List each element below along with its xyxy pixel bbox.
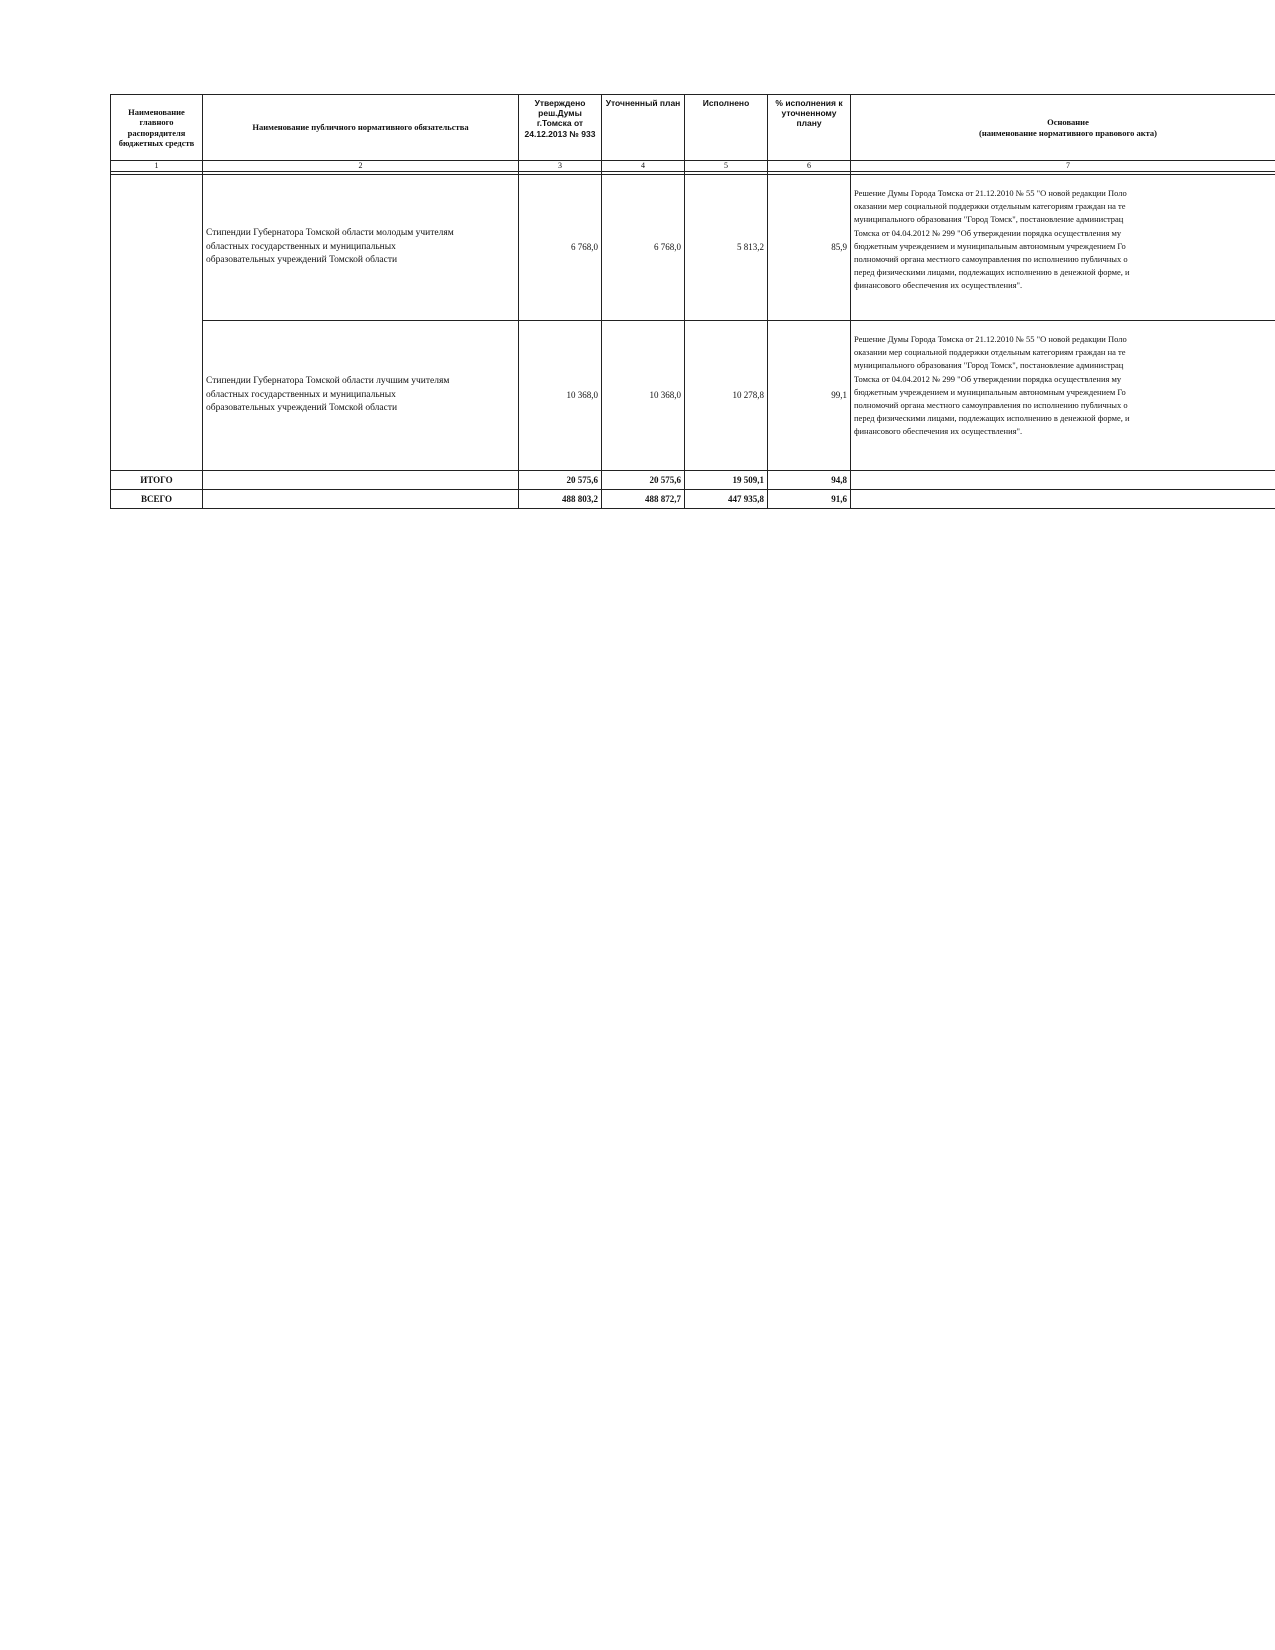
header-basis-title: Основание xyxy=(1047,117,1089,128)
header-refined-plan: Уточненный план xyxy=(602,95,685,161)
vsego-percent: 91,6 xyxy=(768,490,851,509)
table-row xyxy=(111,175,1275,321)
itogo-row xyxy=(111,471,1275,490)
column-number: 5 xyxy=(685,161,768,172)
header-approved: Утверждено реш.Думы г.Томска от 24.12.2013 № 933 xyxy=(519,95,602,161)
approved-value: 10 368,0 xyxy=(519,321,602,471)
executed-value: 5 813,2 xyxy=(685,175,768,321)
header-basis xyxy=(851,95,1275,161)
column-number: 6 xyxy=(768,161,851,172)
itogo-label: ИТОГО xyxy=(111,471,203,490)
table-row xyxy=(111,321,1275,471)
vsego-row xyxy=(111,490,1275,509)
vsego-basis-cell xyxy=(851,490,1275,509)
vsego-executed: 447 935,8 xyxy=(685,490,768,509)
vsego-label: ВСЕГО xyxy=(111,490,203,509)
column-number: 7 xyxy=(851,161,1275,172)
plan-value: 6 768,0 xyxy=(602,175,685,321)
approved-value: 6 768,0 xyxy=(519,175,602,321)
executed-value: 10 278,8 xyxy=(685,321,768,471)
column-number: 2 xyxy=(203,161,519,172)
itogo-plan: 20 575,6 xyxy=(602,471,685,490)
itogo-percent: 94,8 xyxy=(768,471,851,490)
header-budget-manager: Наименование главного распорядителя бюджетных средств xyxy=(111,95,203,161)
vsego-plan: 488 872,7 xyxy=(602,490,685,509)
budget-manager-cell xyxy=(111,175,203,471)
column-number: 4 xyxy=(602,161,685,172)
header-row xyxy=(111,95,1275,161)
obligation-name-cell: Стипендии Губернатора Томской области лучшим учителям областных государственных и муниципальных образовательных учреждений Томской области xyxy=(203,321,519,471)
header-obligation-name: Наименование публичного нормативного обязательства xyxy=(203,95,519,161)
header-basis-subtitle: (наименование нормативного правового акта) xyxy=(978,127,1157,138)
obligations-table xyxy=(110,94,1275,509)
plan-value: 10 368,0 xyxy=(602,321,685,471)
vsego-empty-cell xyxy=(203,490,519,509)
header-percent: % исполнения к уточненному плану xyxy=(768,95,851,161)
basis-cell: Решение Думы Города Томска от 21.12.2010 № 55 "О новой редакции Поло оказании мер социальной поддержки отдельным категориям граждан на те муниципального образования "Город Томск", постановление администрац Томска от 04.04.2012 № 299 "Об утверждении порядка осуществления му бюджетным учреждением и муниципальным автономным учреждением Го полномочий органа местного самоуправления по исполнению публичных о перед физическими лицами, подлежащих исполнению в денежной форме, и финансового обеспечения их осуществления". xyxy=(851,175,1275,321)
itogo-empty-cell xyxy=(203,471,519,490)
column-number-row xyxy=(111,161,1275,172)
vsego-approved: 488 803,2 xyxy=(519,490,602,509)
itogo-basis-cell xyxy=(851,471,1275,490)
obligation-name-cell: Стипендии Губернатора Томской области молодым учителям областных государственных и муниципальных образовательных учреждений Томской области xyxy=(203,175,519,321)
basis-cell: Решение Думы Города Томска от 21.12.2010 № 55 "О новой редакции Поло оказании мер социальной поддержки отдельным категориям граждан на те муниципального образования "Город Томск", постановление администрац Томска от 04.04.2012 № 299 "Об утверждении порядка осуществления му бюджетным учреждением и муниципальным автономным учреждением Го полномочий органа местного самоуправления по исполнению публичных о перед физическими лицами, подлежащих исполнению в денежной форме, и финансового обеспечения их осуществления". xyxy=(851,321,1275,471)
itogo-executed: 19 509,1 xyxy=(685,471,768,490)
percent-value: 85,9 xyxy=(768,175,851,321)
header-executed: Исполнено xyxy=(685,95,768,161)
percent-value: 99,1 xyxy=(768,321,851,471)
column-number: 3 xyxy=(519,161,602,172)
column-number: 1 xyxy=(111,161,203,172)
itogo-approved: 20 575,6 xyxy=(519,471,602,490)
